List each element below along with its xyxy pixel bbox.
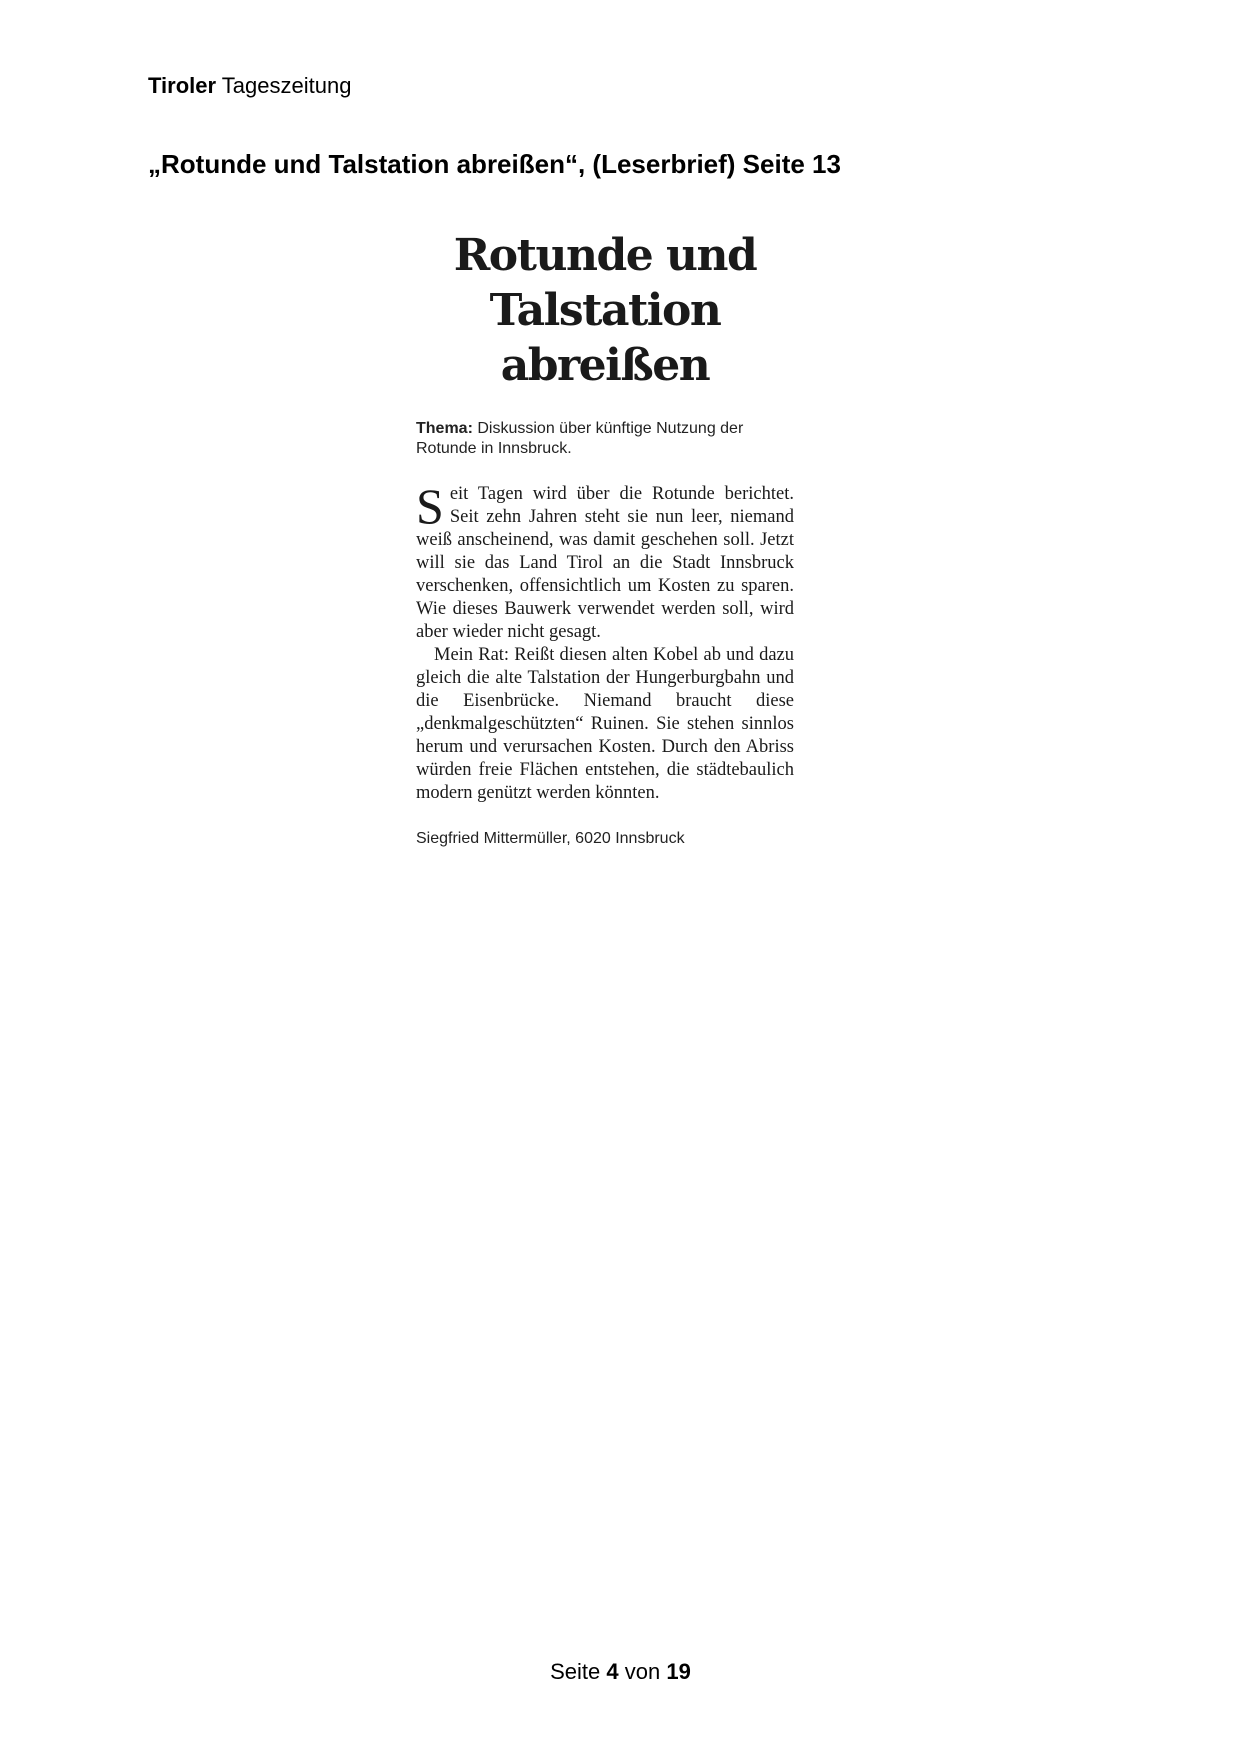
total-pages-number: 19	[666, 1659, 691, 1684]
paragraph-2-text: Mein Rat: Reißt diesen alten Kobel ab und dazu gleich die alte Talstation der Hungerburgbahn und die Eisenbrücke. Niemand braucht diese „denkmalgeschützten“ Ruinen. Sie stehen sinnlos herum und verursachen Kosten. Durch den Abriss würden freie Flächen entstehen, die städtebaulich modern genützt werden könnten.	[416, 645, 794, 803]
of-label: von	[624, 1659, 661, 1684]
article-body	[416, 478, 794, 805]
topic-label: Thema:	[416, 420, 473, 437]
topic-text: Diskussion über künftige Nutzung der Rotunde in Innsbruck.	[416, 420, 744, 457]
article-paragraph-1	[416, 478, 794, 644]
paragraph-1-text: eit Tagen wird über die Rotunde berichtet. Seit zehn Jahren steht sie nun leer, niemand weiß anscheinend, was damit geschehen soll. Jetzt will sie das Land Tirol an die Stadt Innsbruck verschenken, offensichtlich um Kosten zu sparen. Wie dieses Bauwerk verwendet werden soll, wird aber wieder nicht gesagt.	[416, 484, 794, 642]
article-topic	[416, 419, 794, 459]
headline-line-2: Talstation abreißen	[489, 285, 721, 391]
publication-name-bold: Tiroler	[148, 73, 217, 98]
document-title: „Rotunde und Talstation abreißen“, (Leserbrief) Seite 13	[148, 149, 841, 179]
article-paragraph-2	[416, 644, 794, 805]
current-page-number: 4	[606, 1659, 619, 1684]
letter-author: Siegfried Mittermüller, 6020 Innsbruck	[416, 830, 685, 847]
newspaper-clipping	[416, 228, 794, 849]
page-counter	[0, 1658, 1241, 1686]
page-label: Seite	[550, 1659, 601, 1684]
article-headline	[416, 228, 794, 393]
headline-line-1: Rotunde und	[453, 230, 757, 281]
publication-name	[148, 72, 351, 100]
publication-name-regular: Tageszeitung	[221, 73, 352, 98]
drop-cap: S	[416, 478, 444, 534]
